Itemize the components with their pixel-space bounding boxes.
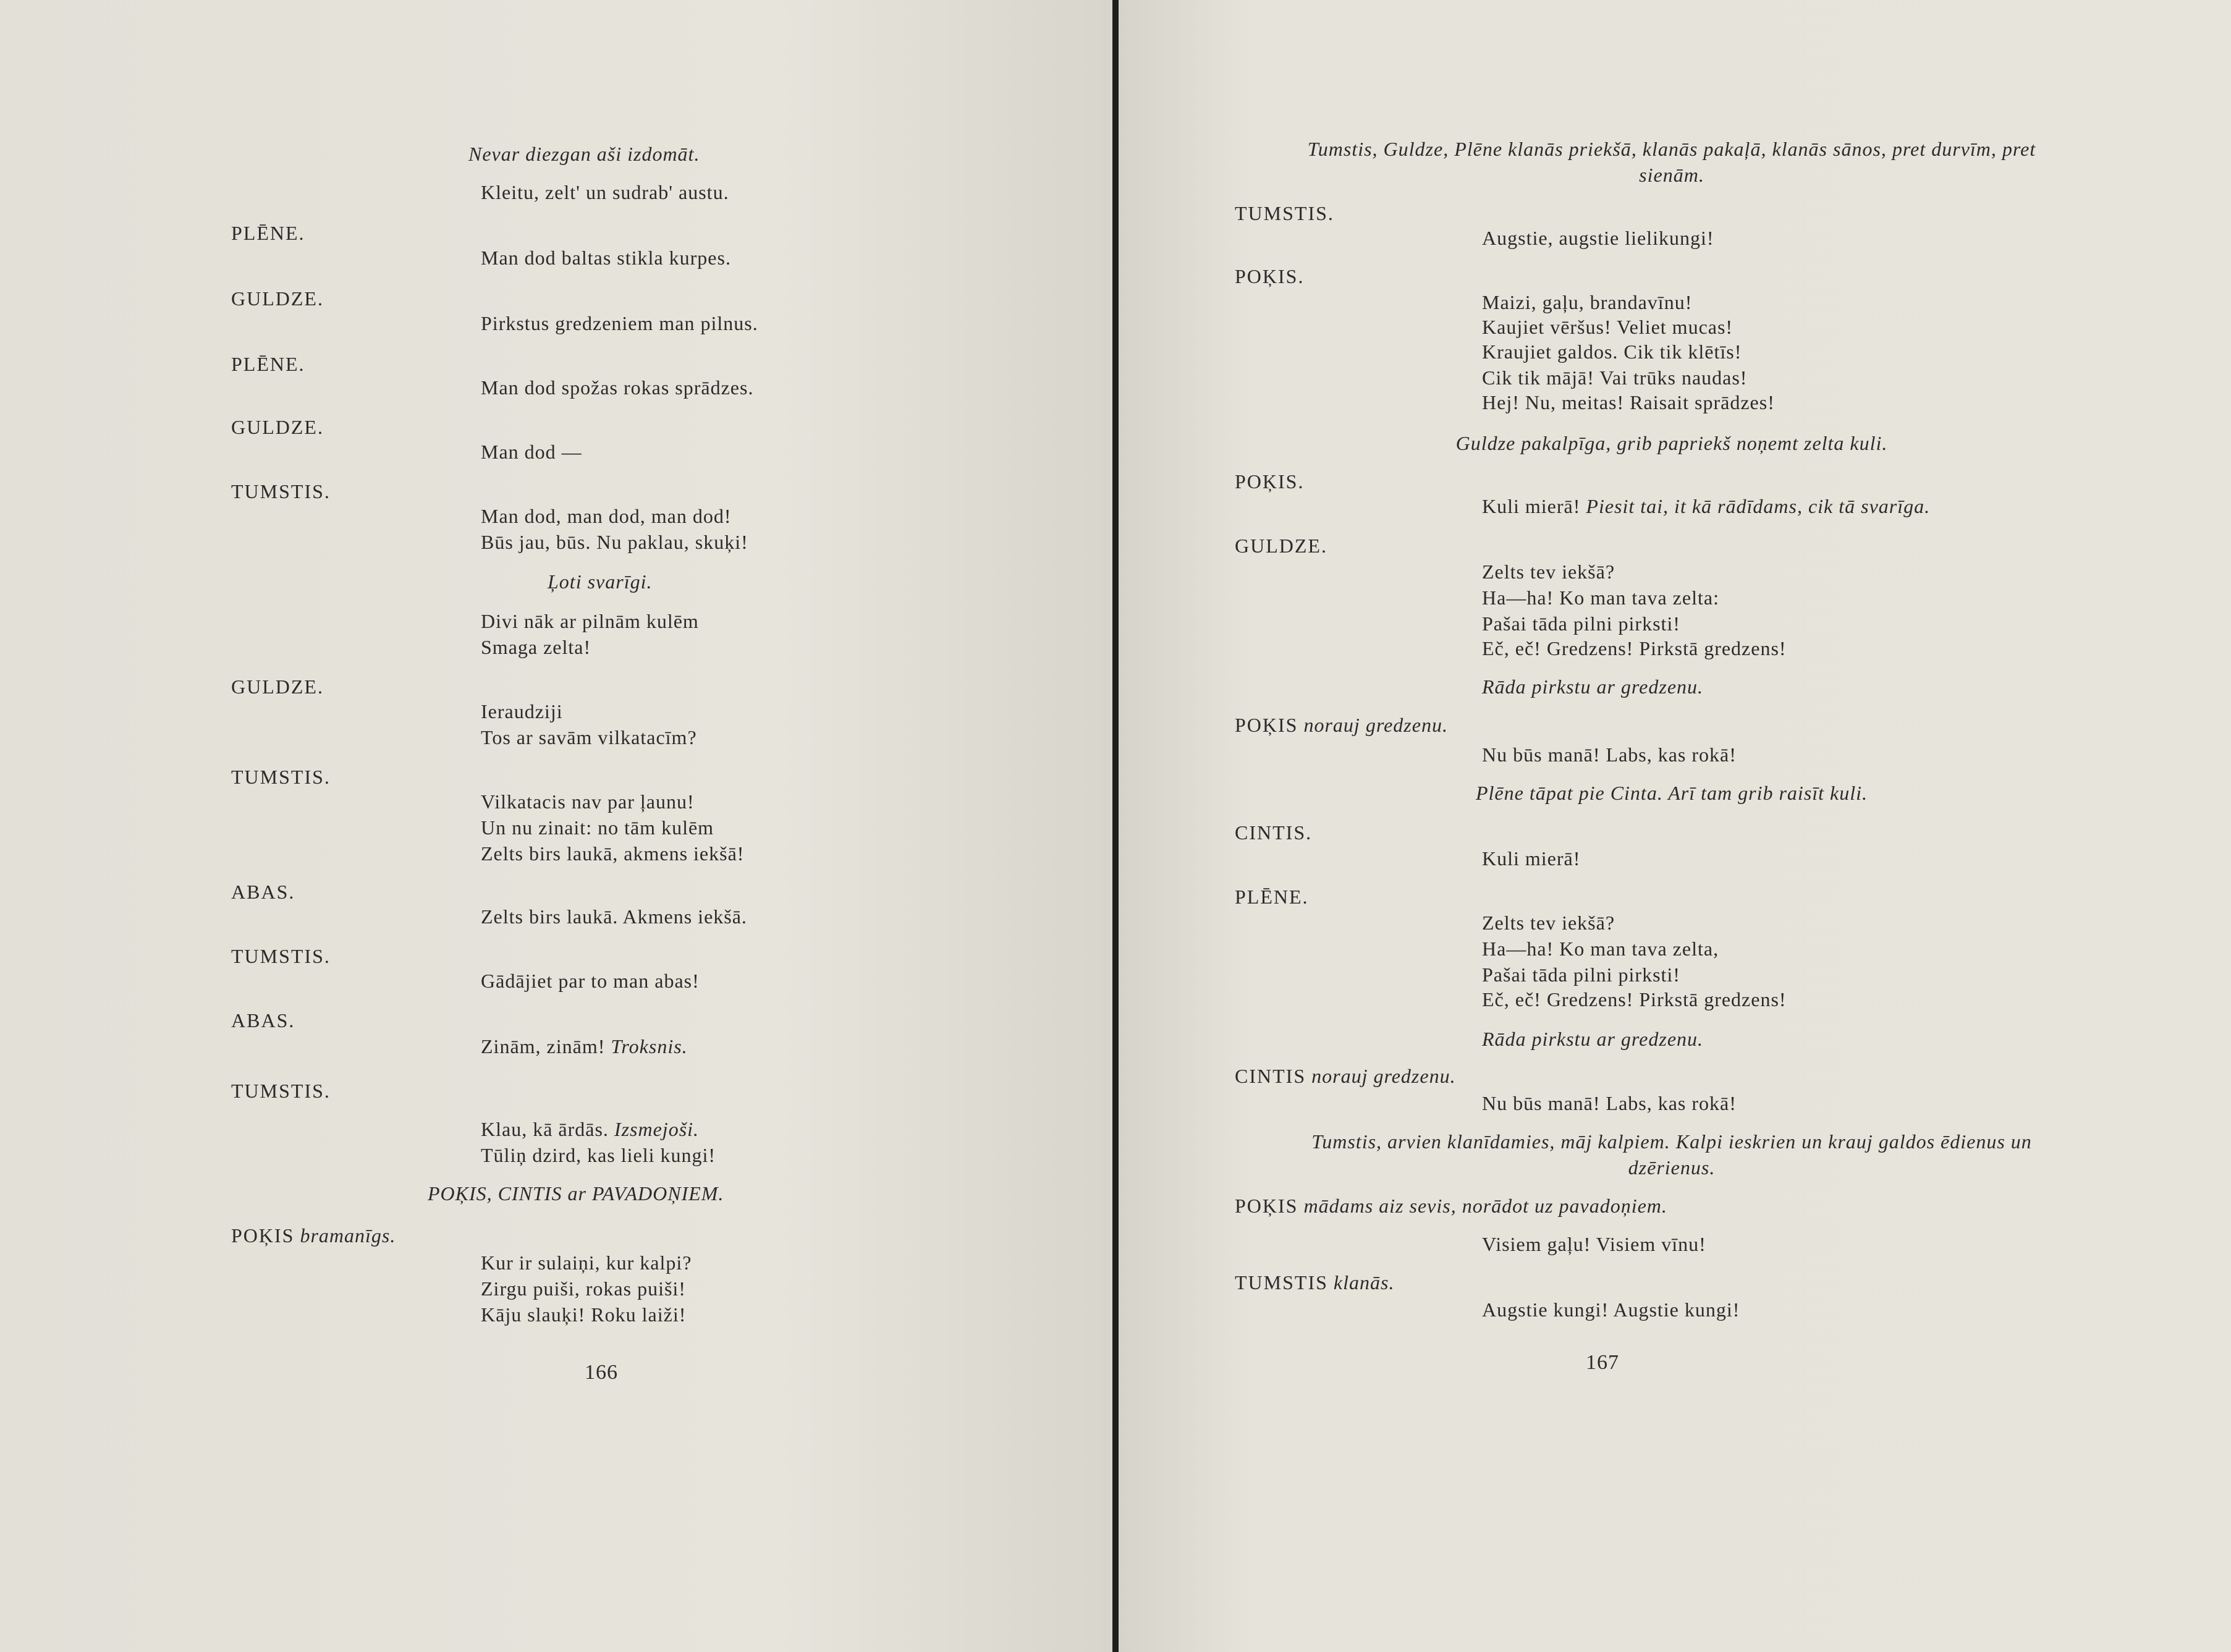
verse-line: Smaga zelta! bbox=[481, 636, 591, 658]
speaker-line bbox=[231, 1222, 396, 1248]
verse-line: Pašai tāda pilni pirksti! bbox=[1482, 612, 1680, 635]
speaker-name: CINTIS bbox=[1235, 1065, 1306, 1087]
speaker-name: TUMSTIS. bbox=[1235, 202, 1334, 224]
verse-line: Ieraudziji bbox=[481, 700, 563, 722]
verse-line: Man dod — bbox=[481, 441, 582, 463]
speaker-name: PLĒNE. bbox=[231, 353, 305, 375]
stage-direction: norauj gredzenu. bbox=[1311, 1065, 1456, 1087]
speaker-name: GULDZE. bbox=[231, 416, 324, 438]
speaker-name: POĶIS bbox=[231, 1224, 295, 1247]
verse-line: Ha—ha! Ko man tava zelta: bbox=[1482, 587, 1719, 609]
book-gutter bbox=[1112, 0, 1119, 1652]
stage-direction: Nevar diezgan aši izdomāt. bbox=[468, 143, 700, 165]
stage-direction: Rāda pirkstu ar gredzenu. bbox=[1482, 676, 1704, 698]
verse-line: Tūliņ dzird, kas lieli kungi! bbox=[481, 1144, 716, 1166]
verse-line: Būs jau, būs. Nu paklau, skuķi! bbox=[481, 531, 748, 553]
verse-text: Kuli mierā! bbox=[1482, 495, 1581, 517]
stage-direction: klanās. bbox=[1333, 1271, 1395, 1294]
stage-direction: Plēne tāpat pie Cinta. Arī tam grib raisīt kuli. bbox=[1475, 782, 1868, 804]
verse-line: Kraujiet galdos. Cik tik klētīs! bbox=[1482, 341, 1742, 363]
speaker-name: TUMSTIS. bbox=[231, 1080, 331, 1102]
stage-direction: Troksnis. bbox=[611, 1035, 688, 1057]
stage-direction: dzērienus. bbox=[1628, 1156, 1716, 1179]
verse-line: Zirgu puiši, rokas puiši! bbox=[481, 1277, 686, 1300]
verse-line bbox=[481, 1033, 688, 1059]
speaker-name: TUMSTIS. bbox=[231, 766, 331, 788]
verse-line: Augstie, augstie lielikungi! bbox=[1482, 227, 1714, 249]
stage-direction: bramanīgs. bbox=[300, 1224, 396, 1247]
verse-line: Cik tik mājā! Vai trūks naudas! bbox=[1482, 366, 1748, 389]
speaker-name: CINTIS. bbox=[1235, 821, 1313, 844]
page-number: 166 bbox=[585, 1361, 618, 1384]
verse-line: Man dod, man dod, man dod! bbox=[481, 505, 732, 527]
verse-line bbox=[481, 1116, 699, 1142]
speaker-line bbox=[1235, 712, 1448, 738]
verse-line: Visiem gaļu! Visiem vīnu! bbox=[1482, 1233, 1706, 1255]
verse-line: Pirkstus gredzeniem man pilnus. bbox=[481, 312, 758, 334]
speaker-name: ABAS. bbox=[231, 881, 295, 903]
speaker-name: GULDZE. bbox=[231, 287, 324, 310]
speaker-name: GULDZE. bbox=[231, 676, 324, 698]
verse-text: Zinām, zinām! bbox=[481, 1035, 606, 1057]
verse-line: Man dod spožas rokas sprādzes. bbox=[481, 376, 754, 399]
verse-line: Nu būs manā! Labs, kas rokā! bbox=[1482, 1092, 1737, 1114]
verse-line: Augstie kungi! Augstie kungi! bbox=[1482, 1298, 1740, 1321]
stage-direction: Tumstis, Guldze, Plēne klanās priekšā, klanās pakaļā, klanās sānos, pret durvīm, pret bbox=[1307, 138, 2036, 160]
verse-line: Maizi, gaļu, brandavīnu! bbox=[1482, 291, 1693, 313]
right-page bbox=[1119, 0, 2231, 1652]
speaker-name: POĶIS. bbox=[1235, 470, 1305, 493]
stage-direction: Guldze pakalpīga, grib papriekš noņemt zelta kuli. bbox=[1455, 432, 1888, 454]
speaker-line bbox=[1235, 1269, 1394, 1295]
entrance-direction: POĶIS, CINTIS ar PAVADOŅIEM. bbox=[428, 1182, 724, 1205]
stage-direction: Rāda pirkstu ar gredzenu. bbox=[1482, 1028, 1704, 1050]
speaker-name: GULDZE. bbox=[1235, 535, 1327, 557]
stage-direction: Ļoti svarīgi. bbox=[548, 570, 653, 593]
speaker-name: POĶIS bbox=[1235, 1195, 1298, 1217]
verse-line: Kuli mierā! bbox=[1482, 847, 1581, 870]
speaker-name: ABAS. bbox=[231, 1009, 295, 1031]
speaker-name: TUMSTIS. bbox=[231, 945, 331, 967]
verse-line: Tos ar savām vilkatacīm? bbox=[481, 726, 697, 748]
verse-line: Zelts tev iekšā? bbox=[1482, 912, 1615, 934]
verse-line: Vilkatacis nav par ļaunu! bbox=[481, 790, 695, 813]
verse-line: Hej! Nu, meitas! Raisait sprādzes! bbox=[1482, 391, 1775, 413]
left-page bbox=[0, 0, 1112, 1652]
verse-line: Nu būs manā! Labs, kas rokā! bbox=[1482, 743, 1737, 766]
speaker-name: POĶIS. bbox=[1235, 265, 1305, 287]
verse-line: Divi nāk ar pilnām kulēm bbox=[481, 610, 699, 632]
verse-line: Zelts birs laukā, akmens iekšā! bbox=[481, 842, 745, 865]
stage-direction: sienām. bbox=[1639, 164, 1704, 186]
stage-direction: Izsmejoši. bbox=[614, 1118, 700, 1140]
verse-line: Zelts birs laukā. Akmens iekšā. bbox=[481, 905, 747, 928]
verse-line: Pašai tāda pilni pirksti! bbox=[1482, 964, 1680, 986]
speaker-name: TUMSTIS. bbox=[231, 480, 331, 502]
speaker-line bbox=[1235, 1193, 1667, 1219]
speaker-name: POĶIS bbox=[1235, 714, 1298, 736]
speaker-line bbox=[1235, 1063, 1456, 1089]
verse-line: Ha—ha! Ko man tava zelta, bbox=[1482, 938, 1719, 960]
stage-direction: norauj gredzenu. bbox=[1303, 714, 1448, 736]
speaker-name: PLĒNE. bbox=[1235, 886, 1309, 908]
verse-line: Kur ir sulaiņi, kur kalpi? bbox=[481, 1252, 692, 1274]
verse-line: Zelts tev iekšā? bbox=[1482, 561, 1615, 583]
verse-line: Un nu zinait: no tām kulēm bbox=[481, 816, 714, 839]
verse-line: Kleitu, zelt' un sudrab' austu. bbox=[481, 181, 729, 203]
verse-line: Man dod baltas stikla kurpes. bbox=[481, 247, 731, 269]
verse-line: Eč, eč! Gredzens! Pirkstā gredzens! bbox=[1482, 988, 1787, 1010]
verse-line: Eč, eč! Gredzens! Pirkstā gredzens! bbox=[1482, 637, 1787, 659]
verse-line: Kaujiet vēršus! Veliet mucas! bbox=[1482, 316, 1734, 338]
stage-direction: mādams aiz sevis, norādot uz pavadoņiem. bbox=[1303, 1195, 1667, 1217]
page-number: 167 bbox=[1586, 1351, 1619, 1374]
verse-line bbox=[1482, 493, 1930, 519]
stage-direction: Piesit tai, it kā rādīdams, cik tā svarīga. bbox=[1586, 495, 1931, 517]
verse-line: Gādājiet par to man abas! bbox=[481, 970, 700, 992]
speaker-name: PLĒNE. bbox=[231, 222, 305, 244]
stage-direction: Tumstis, arvien klanīdamies, māj kalpiem. Kalpi ieskrien un krauj galdos ēdienus un bbox=[1311, 1130, 2032, 1153]
speaker-name: TUMSTIS bbox=[1235, 1271, 1328, 1294]
verse-line: Kāju slauķi! Roku laiži! bbox=[481, 1303, 687, 1326]
verse-text: Klau, kā ārdās. bbox=[481, 1118, 609, 1140]
